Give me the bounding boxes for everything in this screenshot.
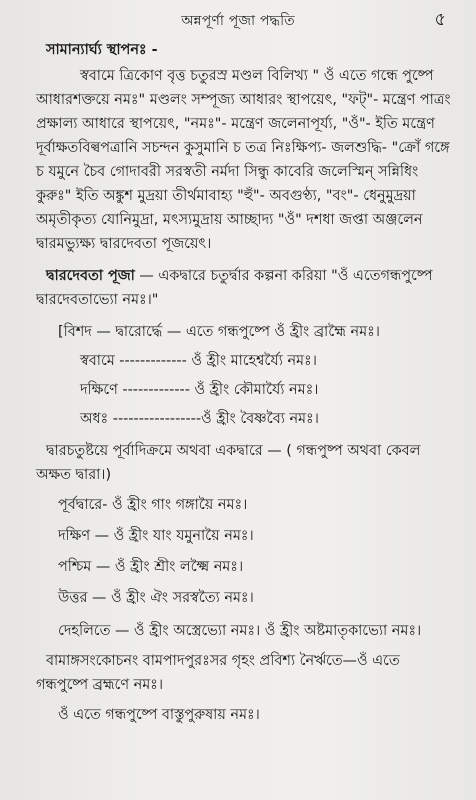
bisesh-item: অধঃ -----------------ওঁ হ্রীং বৈষ্ণব্যৈ নমঃ। (80, 411, 319, 427)
section-heading: সামান্যার্ঘ্য স্থাপনঃ - (46, 42, 158, 58)
paragraph-line: আধারশক্তয়ে নমঃ" মণ্ডলং সম্পূজ্য আধারং স্থাপয়েৎ, "ফট্"- মন্ত্রেণ পাত্রং (36, 92, 451, 108)
paragraph-line: প্রক্ষাল্য আধারে স্থাপয়েৎ, "নমঃ"- মন্ত্রেণ জলেনাপূর্য্য, "ওঁ"- ইতি মন্ত্রেণ (36, 116, 435, 132)
dvarachatushtaye-line: দ্বারচতুষ্টয়ে পূর্বাদিক্রমে অথবা একদ্বারে — ( গন্ধপুষ্প অথবা কেবল (46, 443, 421, 459)
dvara-line2: দ্বারদেবতাভ্যো নমঃ।" (36, 292, 159, 308)
direction-line: পূর্বদ্বারে- ওঁ হ্রীং গাং গঙ্গায়ৈ নমঃ। (58, 497, 248, 513)
bamanga-line: বামাঙ্গসংকোচনং বামপাদপুরঃসর গৃহং প্রবিশ্য নৈর্ঋতে—ওঁ এতে (46, 653, 400, 669)
paragraph-line: চ যমুনে চৈব গোদাবরী সরস্বতী নর্মদা সিন্ধু কাবেরি জলেস্মিন্ সন্নিধিং (36, 164, 419, 180)
bamanga-line: গন্ধপুষ্পে ব্রহ্মণে নমঃ। (36, 677, 164, 693)
dvara-line (46, 266, 466, 288)
dvara-line-rest: — একদ্বারে চতুর্দ্বার কল্পনা করিয়া "ওঁ এতেগন্ধপুষ্পে (134, 268, 433, 284)
direction-line: পশ্চিম — ওঁ হ্রীং শ্রীং লক্ষ্মৈ নমঃ। (58, 559, 244, 575)
bisesh-item: স্ববামে ------------- ওঁ হ্রীং মাহেশ্বর্য্যৈ নমঃ। (80, 353, 317, 369)
dvarachatushtaye-line: অক্ষত দ্বারা।) (36, 467, 112, 483)
dehalite-line: দেহলিতে — ওঁ হ্রীং অস্ত্রেভ্যো নমঃ। ওঁ হ্রীং অষ্টমাতৃকাভ্যো নমঃ। (58, 623, 422, 639)
paragraph-line: দ্বারমভ্যুক্ষ্য দ্বারদেবতা পূজয়েৎ। (36, 236, 212, 252)
running-header-title: অন্নপূর্ণা পূজা পদ্ধতি (181, 13, 295, 29)
direction-line: উত্তর — ওঁ হ্রীং ঐং সরস্বত্যৈ নমঃ। (58, 590, 254, 606)
closing-line: ওঁ এতে গন্ধপুষ্পে বাস্তুপুরুষায় নমঃ। (58, 707, 260, 723)
paragraph-line: স্ববামে ত্রিকোণ বৃত্ত চতুরস্র মণ্ডল বিলিখ্য " ওঁ এতে গন্ধে পুষ্পে (80, 68, 434, 84)
bisesh-line: [বিশদ — দ্বারোর্দ্ধে — এতে গন্ধপুষ্পে ওঁ হ্রীং ব্রাহ্মৈ নমঃ। (58, 324, 380, 340)
bisesh-item: দক্ষিণে ------------- ওঁ হ্রীং কৌমার্য্যৈ নমঃ। (80, 382, 319, 398)
page-number: ৫ (434, 9, 446, 30)
paragraph-line: দূর্বাক্ষতবিল্বপত্রানি সচন্দন কুসুমানি চ তত্র নিঃক্ষিপ্য- জলশুদ্ধি- "ক্রোঁ গঙ্গে (36, 140, 450, 156)
direction-line: দক্ষিণ — ওঁ হ্রীং যাং যমুনায়ৈ নমঃ। (58, 528, 254, 544)
dvara-heading: দ্বারদেবতা পূজা (46, 268, 135, 284)
paragraph-line: কুরুঃ" ইতি অঙ্কুশ মুদ্রয়া তীর্থমাবাহ্য "হুঁ"- অবগুণ্ঠ্য, "বং"- ধেনুমুদ্রয়া (36, 188, 416, 204)
paragraph-line: অমৃতীকৃত্য যোনিমুদ্রা, মৎস্যমুদ্রায় আচ্ছাদ্য "ওঁ" দশধা জপ্তা অঞ্জলেন (36, 212, 423, 228)
